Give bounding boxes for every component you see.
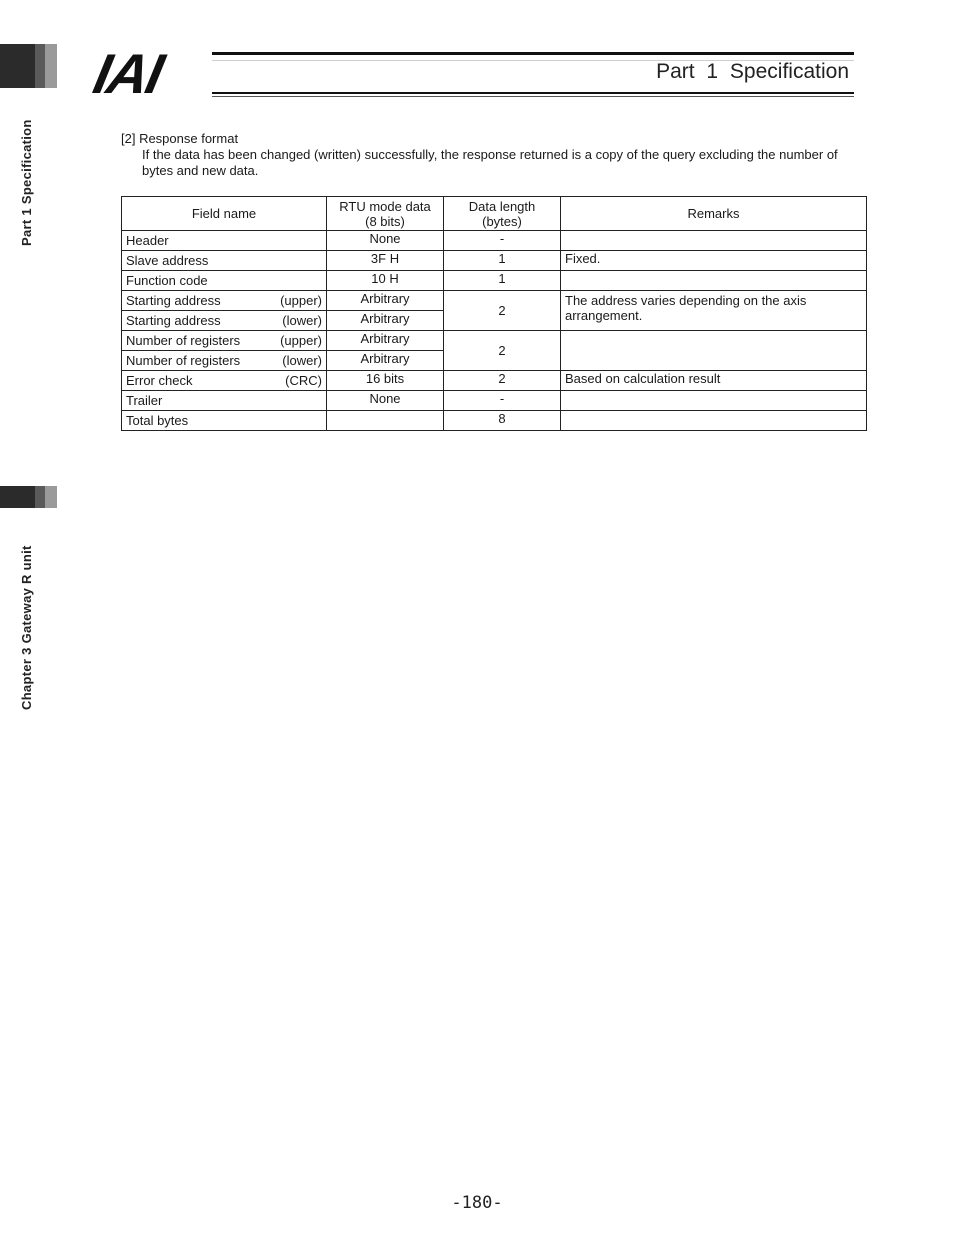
header-len-line1: Data length [468, 198, 536, 214]
response-format-section [121, 131, 841, 179]
header-remarks: Remarks [561, 197, 867, 231]
header-rtu-line1: RTU mode data [339, 198, 431, 214]
header-data-length [444, 197, 561, 231]
remarks-cell: Based on calculation result [561, 371, 867, 391]
field-name: Starting address [126, 293, 221, 308]
rtu-cell: 3F H [327, 251, 444, 271]
table-row [122, 411, 867, 431]
length-cell: - [444, 231, 561, 251]
table-row [122, 271, 867, 291]
header-rtu-mode [327, 197, 444, 231]
rtu-cell: Arbitrary [327, 311, 444, 331]
field-name: Slave address [126, 253, 209, 268]
length-cell: 2 [444, 291, 561, 331]
remarks-cell [561, 271, 867, 291]
table-row [122, 291, 867, 311]
field-cell [122, 411, 327, 431]
header-rtu-line2: (8 bits) [365, 213, 405, 229]
section-heading: [2] Response format [121, 131, 239, 146]
table-row [122, 331, 867, 351]
field-cell [122, 251, 327, 271]
field-name: Starting address [126, 313, 221, 328]
remarks-cell [561, 231, 867, 251]
rtu-cell: None [327, 231, 444, 251]
remarks-cell: The address varies depending on the axis arrangement. [561, 291, 867, 331]
remarks-cell [561, 411, 867, 431]
header-len-line2: (bytes) [482, 213, 522, 229]
field-name: Function code [126, 273, 208, 288]
field-cell [122, 351, 327, 371]
field-cell [122, 291, 327, 311]
header-rule-bottom [212, 92, 854, 94]
rtu-cell: Arbitrary [327, 291, 444, 311]
table-row [122, 371, 867, 391]
side-tab-part [0, 44, 57, 88]
section-body: If the data has been changed (written) successfully, the response returned is a copy of the query excluding the number of bytes and new data. [142, 147, 838, 178]
side-label-chapter: Chapter 3 Gateway R unit [19, 545, 34, 710]
side-label-part: Part 1 Specification [19, 119, 34, 246]
field-name: Total bytes [126, 413, 189, 428]
length-cell: 8 [444, 411, 561, 431]
length-cell: 1 [444, 271, 561, 291]
table-row [122, 251, 867, 271]
page-title: Part 1 Specification [656, 60, 849, 83]
length-cell: 2 [444, 371, 561, 391]
field-qualifier: (upper) [280, 333, 322, 348]
remarks-cell: Fixed. [561, 251, 867, 271]
length-cell: - [444, 391, 561, 411]
remarks-cell [561, 331, 867, 371]
field-cell [122, 271, 327, 291]
field-name: Header [126, 233, 169, 248]
field-cell [122, 231, 327, 251]
length-cell: 2 [444, 331, 561, 371]
field-name: Number of registers [126, 333, 241, 348]
rtu-cell: None [327, 391, 444, 411]
side-tab-chapter [0, 486, 57, 508]
table-row [122, 231, 867, 251]
rtu-cell: Arbitrary [327, 351, 444, 371]
field-cell [122, 331, 327, 351]
page-number: -180- [451, 1193, 503, 1213]
remarks-cell [561, 391, 867, 411]
field-cell [122, 391, 327, 411]
field-name: Error check [126, 373, 193, 388]
header-rule [212, 52, 854, 55]
field-qualifier: (lower) [282, 313, 322, 328]
iai-logo: IAI [88, 42, 168, 105]
rtu-cell: 16 bits [327, 371, 444, 391]
field-cell [122, 371, 327, 391]
field-cell [122, 311, 327, 331]
header-rule-bottom-thin [212, 96, 854, 97]
table-header-row [122, 197, 867, 231]
header-field-name: Field name [122, 197, 327, 231]
field-qualifier: (CRC) [285, 373, 322, 388]
length-cell: 1 [444, 251, 561, 271]
response-format-table [121, 196, 867, 431]
field-qualifier: (upper) [280, 293, 322, 308]
table-row [122, 391, 867, 411]
field-qualifier: (lower) [282, 353, 322, 368]
rtu-cell [327, 411, 444, 431]
field-name: Number of registers [126, 353, 241, 368]
rtu-cell: 10 H [327, 271, 444, 291]
field-name: Trailer [126, 393, 163, 408]
rtu-cell: Arbitrary [327, 331, 444, 351]
